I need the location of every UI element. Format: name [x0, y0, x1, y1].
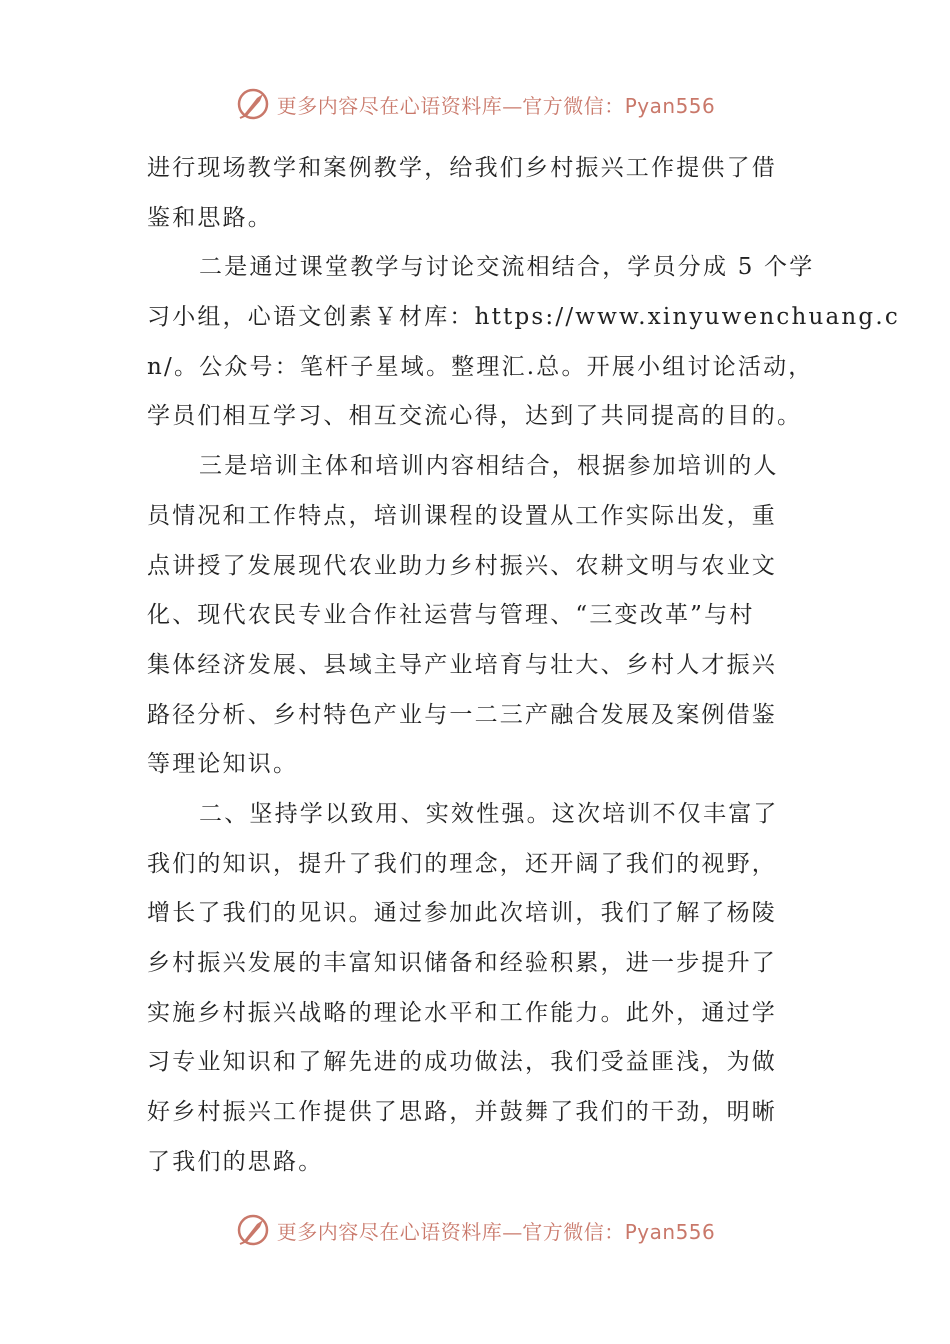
- pen-nib-logo-icon: [235, 1212, 271, 1248]
- text-line: 员情况和工作特点，培训课程的设置从工作实际出发，重: [147, 502, 777, 529]
- text-line: 习小组，心语文创素￥材库：https://www.xinyuwenchuang.c: [147, 304, 900, 331]
- watermark-main: 更多内容尽在心语资料库: [276, 1219, 503, 1244]
- pen-nib-logo-icon: [235, 86, 271, 122]
- text-line: 好乡村振兴工作提供了思路，并鼓舞了我们的干劲，明晰: [147, 1099, 777, 1126]
- text-line: 路径分析、乡村特色产业与一二三产融合发展及案例借鉴: [147, 701, 777, 728]
- text-line: 进行现场教学和案例教学，给我们乡村振兴工作提供了借: [147, 155, 777, 181]
- text-line: 乡村振兴发展的丰富知识储备和经验积累，进一步提升了: [147, 950, 777, 976]
- text-line: 二是通过课堂教学与讨论交流相结合，学员分成 5 个学: [199, 254, 815, 281]
- footer-watermark: [0, 1208, 950, 1252]
- text-line: 我们的知识，提升了我们的理念，还开阔了我们的视野，: [147, 850, 777, 877]
- watermark-separator: —: [502, 1219, 523, 1244]
- watermark-label: 官方微信：: [522, 1219, 625, 1244]
- text-line: 二、坚持学以致用、实效性强。这次培训不仅丰富了: [199, 800, 779, 827]
- text-line: 等理论知识。: [147, 751, 299, 778]
- text-line: 三是培训主体和培训内容相结合，根据参加培训的人: [199, 453, 779, 480]
- text-line: 实施乡村振兴战略的理论水平和工作能力。此外，通过学: [147, 999, 777, 1026]
- header-watermark: [0, 82, 950, 126]
- text-line: 点讲授了发展现代农业助力乡村振兴、农耕文明与农业文: [147, 552, 777, 579]
- text-line: n/。公众号：笔杆子星域。整理汇.总。开展小组讨论活动，: [147, 353, 814, 380]
- watermark-label: 官方微信：: [522, 93, 625, 118]
- document-body: [147, 144, 900, 1187]
- watermark-main: 更多内容尽在心语资料库: [276, 93, 503, 118]
- text-line: 增长了我们的见识。通过参加此次培训，我们了解了杨陵: [147, 900, 777, 927]
- text-line: 学员们相互学习、相互交流心得，达到了共同提高的目的。: [147, 403, 803, 430]
- text-line: 鉴和思路。: [147, 204, 273, 231]
- text-line: 习专业知识和了解先进的成功做法，我们受益匪浅，为做: [147, 1049, 777, 1076]
- watermark-wechat-id: Pyan556: [624, 1219, 716, 1244]
- text-line: 化、现代农民专业合作社运营与管理、“三变改革”与村: [147, 602, 755, 629]
- watermark-separator: —: [502, 93, 523, 118]
- watermark-wechat-id: Pyan556: [624, 93, 716, 118]
- text-line: 了我们的思路。: [147, 1148, 324, 1175]
- watermark-text: [277, 90, 716, 119]
- watermark-text: [277, 1216, 716, 1245]
- text-line: 集体经济发展、县域主导产业培育与壮大、乡村人才振兴: [147, 651, 777, 678]
